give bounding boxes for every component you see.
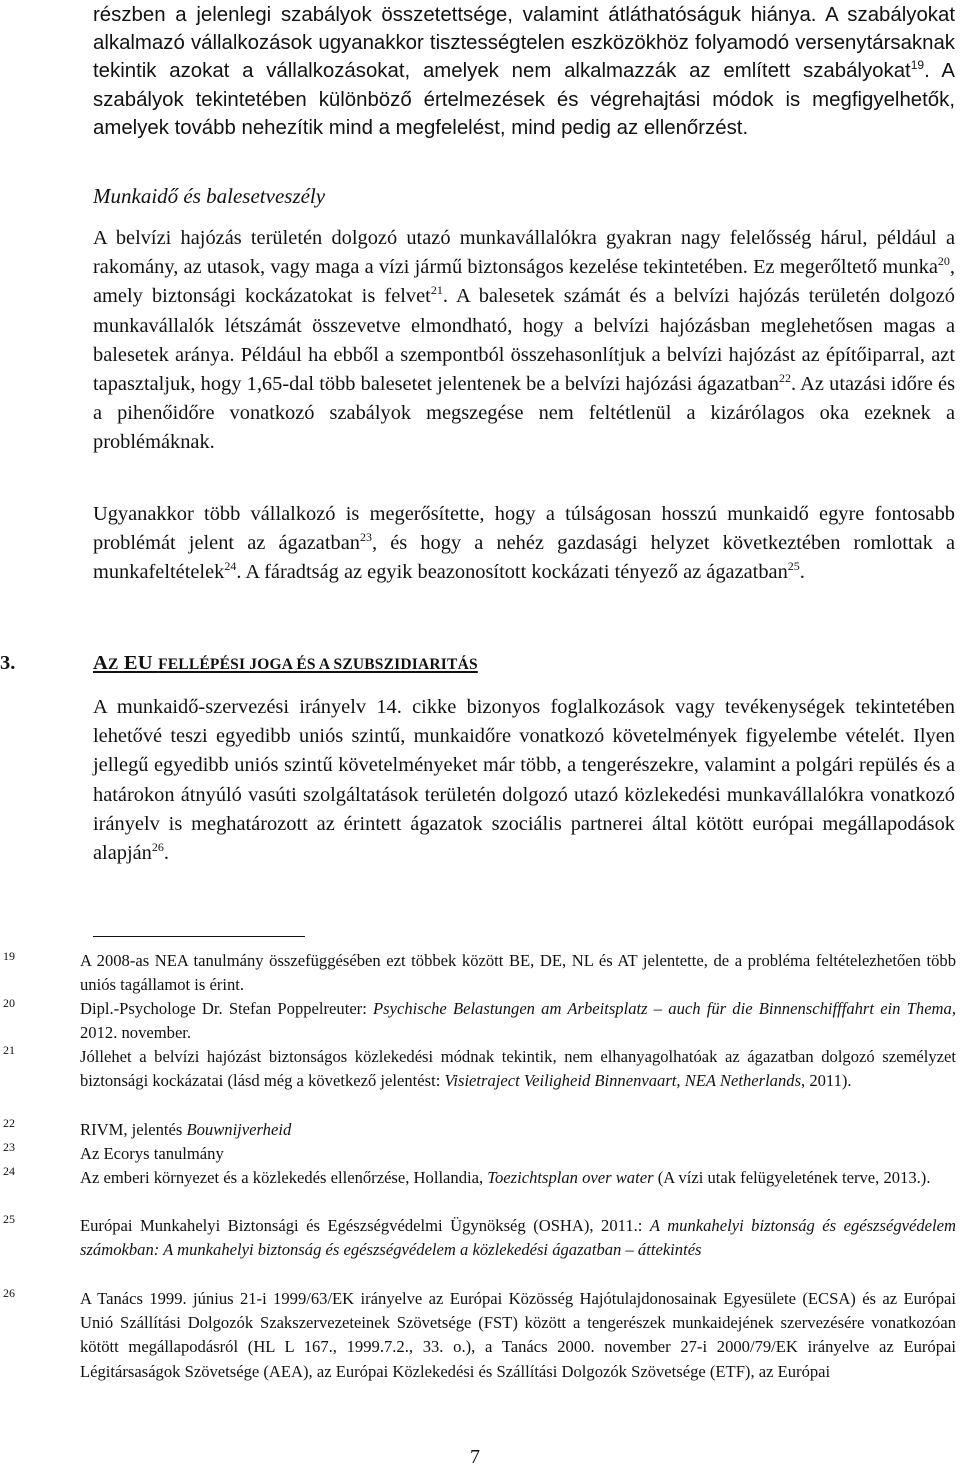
footnote-24 (80, 1166, 956, 1190)
subheading-working-time-accident-risk: Munkaidő és balesetveszély (93, 184, 326, 208)
paragraph-text: , és hogy a nehéz gazdasági helyzet következtében romlottak a munkafeltételek (93, 532, 956, 584)
footnote-text: RIVM, jelentés (80, 1120, 187, 1139)
paragraph-text: Ugyanakkor több vállalkozó is megerősítette, hogy a túlságosan hosszú munkaidő egyre fontosabb problémát jelent az ágazatban (93, 503, 955, 555)
footnote-26: A Tanács 1999. június 21-i 1999/63/EK irányelve az Európai Közösség Hajótulajdonosainak Egyesülete (ECSA) és az Európai Unió Szállítási Dolgozók Szakszervezeteinek Szövetsége (FST) között a tengerészek munkaidejének szervezésére vonatkozóan kötött megállapodásról (HL L 167., 1999.7.2., 33. o.), a Tanács 2000. november 27-i 2000/79/EK irányelve az Európai Légitársaságok Szövetsége (AEA), az Európai Közlekedési és Szállítási Dolgozók Szövetsége (ETF), az Európai (80, 1289, 956, 1381)
footnote-ref-24[interactable]: 24 (224, 559, 237, 574)
section-title-part: EU (118, 652, 159, 674)
footnote-title: A munkahelyi biztonság és egészségvédelem számokban: A munkahelyi biztonság és egészségvédelem a közlekedési ágazatban – áttekintés (80, 1216, 956, 1260)
footnote-number: 20 (3, 996, 15, 1010)
paragraph-text: , amely biztonsági kockázatokat is felvet (93, 256, 955, 308)
footnote-text: Jóllehet a belvízi hajózást biztonságos közlekedési módnak tekintik, nem elhanyagolhatóak az ágazatban dolgozó személyzet biztonsági kockázatai (lásd még a következő jelentést: (80, 1047, 956, 1091)
paragraph-working-time-directive (93, 693, 955, 868)
footnote-ref-26[interactable]: 26 (151, 840, 164, 855)
footnote-number: 25 (3, 1212, 15, 1226)
footnote-text: Az emberi környezet és a közlekedés ellenőrzése, Hollandia, (80, 1168, 488, 1187)
footnote-number: 19 (3, 949, 15, 963)
footnote-number: 21 (3, 1043, 15, 1057)
section-number: 3. (0, 652, 16, 674)
footnote-text: , 2012. november. (80, 999, 956, 1043)
footnote-number: 23 (3, 1140, 15, 1154)
footnote-text: (A vízi utak felügyeletének terve, 2013.). (653, 1168, 931, 1187)
footnote-20 (80, 997, 956, 1045)
footnote-22 (80, 1118, 956, 1142)
footnote-ref-25[interactable]: 25 (787, 559, 800, 574)
paragraph-text: . Az utazási időre és a pihenőidőre vonatkozó szabályok megszegése nem feltétlenül a kizárólagos oka ezeknek a problémáknak. (93, 373, 955, 454)
footnote-text: , 2011). (801, 1071, 852, 1091)
footnote-19: A 2008-as NEA tanulmány összefüggésében ezt többek között BE, DE, NL és AT jelentette, de a probléma feltételezhetően több uniós tagállamot is érint. (80, 951, 956, 995)
page-number: 7 (470, 1446, 480, 1468)
footnote-25 (80, 1214, 956, 1262)
footnote-title: Visietraject Veiligheid Binnenvaart, NEA Netherlands (444, 1071, 802, 1091)
footnote-title: Psychische Belastungen am Arbeitsplatz – auch für die Binnenschifffahrt ein Thema (373, 999, 952, 1018)
footnote-number: 24 (3, 1164, 15, 1178)
footnote-21 (80, 1045, 956, 1093)
paragraph-text: . A szabályok tekintetében különböző értelmezések és végrehajtási módok is megfigyelhetők, amelyek tovább nehezítik mind a megfelelést, mind pedig az ellenőrzést. (93, 60, 955, 139)
footnote-ref-22[interactable]: 22 (779, 371, 791, 386)
footnote-text: Dipl.-Psychologe Dr. Stefan Poppelreuter: (80, 999, 374, 1018)
paragraph-text: . A balesetek számát és a belvízi hajózás területén dolgozó munkavállalók létszámát összevetve elmondható, hogy a belvízi hajózásban meglehetősen magas a balesetek aránya. Például ha ebből a szempontból összehasonlítjuk a belvízi hajózást az építőiparral, azt tapasztaljuk, hogy 1,65-dal több balesetet jelentenek be a belvízi hajózási ágazatban (93, 285, 955, 396)
footnote-23: Az Ecorys tanulmány (80, 1144, 224, 1163)
paragraph-text: . (799, 561, 805, 584)
footnote-ref-23[interactable]: 23 (359, 530, 372, 545)
footnote-title: Bouwnijverheid (186, 1120, 292, 1139)
footnote-number: 26 (3, 1286, 15, 1300)
footnote-title: Toezichtsplan over water (487, 1168, 654, 1187)
paragraph-text: A belvízi hajózás területén dolgozó utazó munkavállalókra gyakran nagy felelősség hárul, például a rakomány, az utasok, vagy maga a vízi jármű biztonságos kezelése tekintetében. Ez megerőltető munka (93, 227, 955, 279)
paragraph-long-working-hours (93, 500, 955, 588)
section-title-part: FELLÉPÉSI JOGA ÉS A SZUBSZIDIARITÁS (158, 656, 478, 673)
paragraph-text: . A fáradtság az egyik beazonosított kockázati tényező az ágazatban (236, 561, 788, 584)
footnote-ref-19[interactable]: 19 (910, 58, 925, 73)
paragraph-regulation-complexity (93, 1, 955, 142)
paragraph-text: A munkaidő-szervezési irányelv 14. cikke bizonyos foglalkozások vagy tevékenységek tekintetében lehetővé teszi egyedibb uniós szintű, munkaidőre vonatkozó követelmények figyelembe vételét. Ilyen jellegű egyedibb uniós szintű követelményeket már több, a tengerészekre, valamint a polgári repülés és a határokon átnyúló vasúti szolgáltatások területén dolgozó utazó közlekedési munkavállalókra vonatkozó irányelv is meghatározott az érintett ágazatok szociális partnerei által kötött európai megállapodások alapján (93, 696, 955, 865)
paragraph-inland-navigation-responsibility (93, 224, 955, 458)
section-title-part: Z (108, 656, 119, 673)
section-title (93, 652, 478, 675)
paragraph-text: . (163, 842, 169, 865)
footnote-number: 22 (3, 1116, 15, 1130)
section-title-part: A (93, 652, 109, 674)
footnote-ref-20[interactable]: 20 (937, 254, 950, 269)
footnote-ref-21[interactable]: 21 (430, 283, 443, 298)
footnote-text: Európai Munkahelyi Biztonsági és Egészségvédelmi Ügynökség (OSHA), 2011.: (80, 1216, 650, 1235)
paragraph-text: részben a jelenlegi szabályok összetettsége, valamint átláthatóságuk hiánya. A szabályokat alkalmazó vállalkozások ugyanakkor tisztességtelen eszközökhöz folyamodó versenytársaknak tekintik azokat a vállalkozásokat, amelyek nem alkalmazzák az említett szabályokat (93, 4, 955, 83)
footnote-separator (93, 936, 305, 937)
